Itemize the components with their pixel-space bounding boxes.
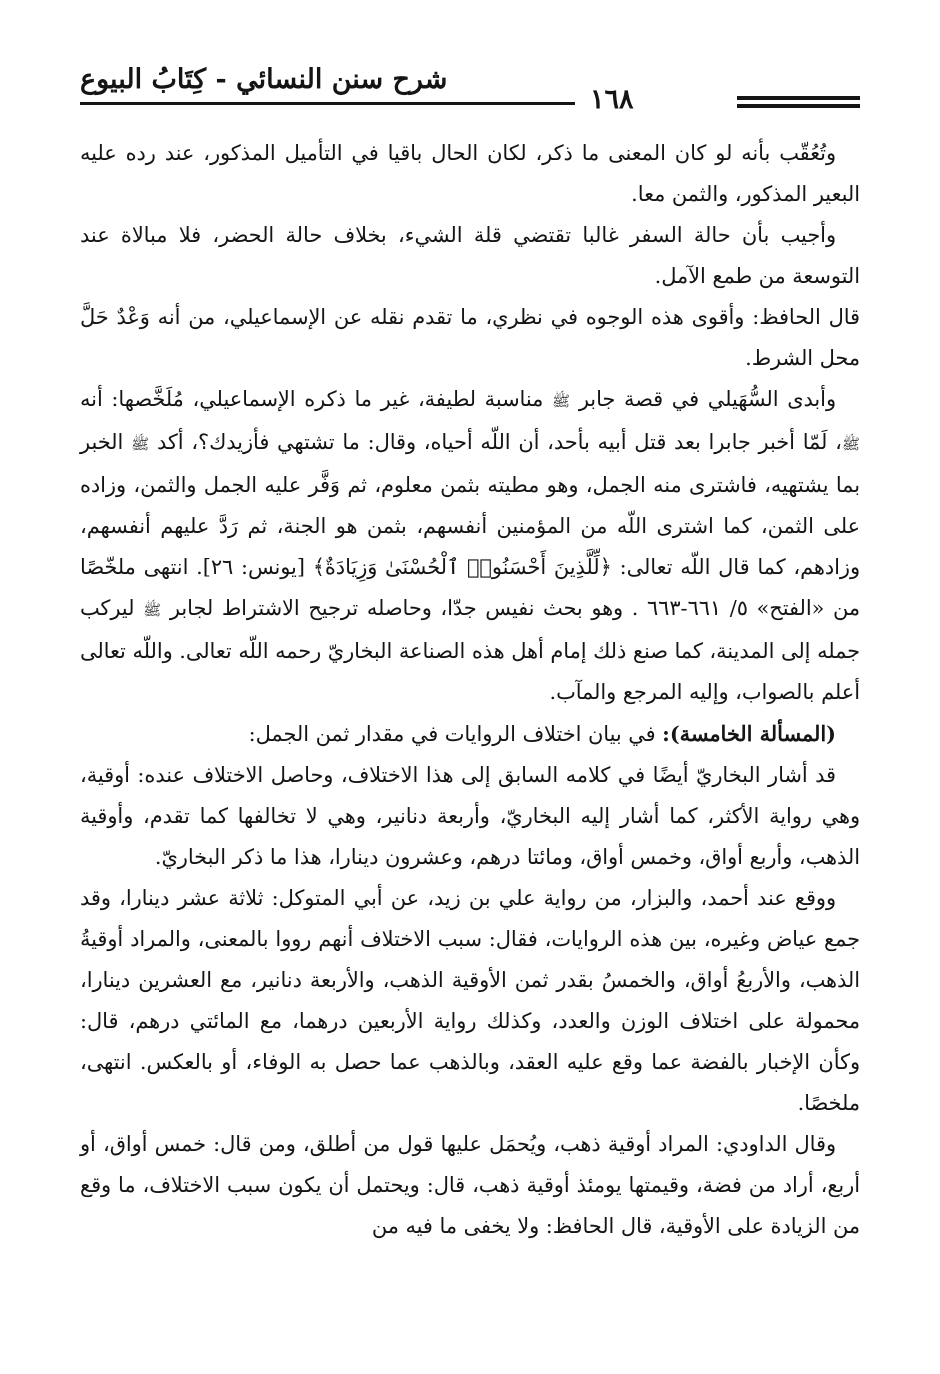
section-heading: [80, 713, 860, 755]
header-rule: [80, 102, 575, 105]
paragraph: قال الحافظ: وأقوى هذه الوجوه في نظري، ما تقدم نقله عن الإسماعيلي، من أنه وَعْدٌ حَلَّ محل الشرط.: [80, 305, 860, 370]
page-number-rule: [737, 104, 860, 108]
text-run: ، لَمّا أخبر جابرا بعد قتل أبيه بأحد، أن اللّه أحياه، وقال: ما تشتهي فأزيدك؟، أكد: [156, 430, 842, 454]
paragraph: قد أشار البخاريّ أيضًا في كلامه السابق إلى هذا الاختلاف، وحاصل الاختلاف عنده: أوقية، وهي رواية الأكثر، كما أشار إليه البخاريّ، وأربعة دنانير، وهي لا تخالفها كما تقدم، وأوقية الذهب، وأربع أواق، وخمس أواق، ومائتا درهم، وعشرون دينارا، هذا ما ذكر البخاريّ.: [80, 763, 860, 869]
page-number-rule: [737, 96, 860, 100]
paragraph: وأجيب بأن حالة السفر غالبا تقتضي قلة الشيء، بخلاف حالة الحضر، فلا مبالاة عند التوسعة من طمع الآمل.: [80, 223, 860, 288]
section-label: (المسألة الخامسة):: [662, 721, 836, 746]
paragraph: ووقع عند أحمد، والبزار، من رواية علي بن زيد، عن أبي المتوكل: ثلاثة عشر دينارا، وقد جمع عياض وغيره، بين هذه الروايات، فقال: سبب الاختلاف أنهم رووا بالمعنى، والمراد أوقيةُ الذهب، والأربعُ أواق، والخمسُ بقدر ثمن الأوقية الذهب، والأربعة دنانير، مع العشرين دينارا، محمولة على اختلاف الوزن والعدد، وكذلك رواية الأربعين درهما، مع المائتي درهم، قال: وكأن الإخبار بالفضة عما وقع عليه العقد، وبالذهب عما حصل به الوفاء، أو بالعكس. انتهى، ملخصًا.: [80, 886, 860, 1115]
page-body: [80, 133, 860, 1247]
page-number: ١٦٨: [590, 84, 634, 115]
honorific-symbol: ﷺ: [552, 392, 571, 410]
text-run: الخبر بما يشتهيه، فاشترى منه الجمل، وهو مطيته بثمن معلوم، ثم وَفَّر عليه الجمل والثمن، وزاده على الثمن، كما اشترى اللّه من المؤمنين أنفسهم، بثمن هو الجنة، ثم رَدَّ عليهم أنفسهم، وزادهم، كما قال اللّه تعالى: ﴿لِّلَّذِينَ أَحْسَنُوا۟ ٱلْحُسْنَىٰ وَزِيَادَةٌ﴾ [يونس: ٢٦]. انتهى ملخّصًا من «الفتح» ٥/ ٦٦١-٦٦٣ . وهو بحث نفيس جدّا، وحاصله ترجيح الاشتراط لجابر: [80, 430, 860, 620]
honorific-symbol: ﷺ: [841, 435, 860, 453]
text-run: مناسبة لطيفة، غير ما ذكره الإسماعيلي، مُلَخَّصها: أنه: [80, 387, 544, 411]
honorific-symbol: ﷺ: [131, 435, 150, 453]
page-header: [80, 56, 860, 126]
section-subject: في بيان اختلاف الروايات في مقدار ثمن الجمل:: [248, 722, 656, 746]
paragraph: وتُعُقّب بأنه لو كان المعنى ما ذكر، لكان الحال باقيا في التأميل المذكور، عند رده عليه البعير المذكور، والثمن معا.: [80, 141, 860, 206]
paragraph-suhayli: [80, 379, 860, 713]
text-run: ليركب جمله إلى المدينة، كما صنع ذلك إمام أهل هذه الصناعة البخاريّ رحمه اللّه تعالى. واللّه تعالى أعلم بالصواب، وإليه المرجع والمآب.: [80, 596, 860, 704]
paragraph: وقال الداودي: المراد أوقية ذهب، ويُحمَل عليها قول من أطلق، ومن قال: خمس أواق، أو أربع، أراد من فضة، وقيمتها يومئذ أوقية ذهب، قال: ويحتمل أن يكون سبب الاختلاف، ما وقع من الزيادة على الأوقية، قال الحافظ: ولا يخفى ما فيه من: [80, 1132, 860, 1238]
running-title: شرح سنن النسائي - كِتَابُ البيوع: [80, 64, 448, 95]
honorific-symbol: ﷺ: [143, 601, 162, 619]
text-run: وأبدى السُّهَيلي في قصة جابر: [578, 387, 836, 411]
